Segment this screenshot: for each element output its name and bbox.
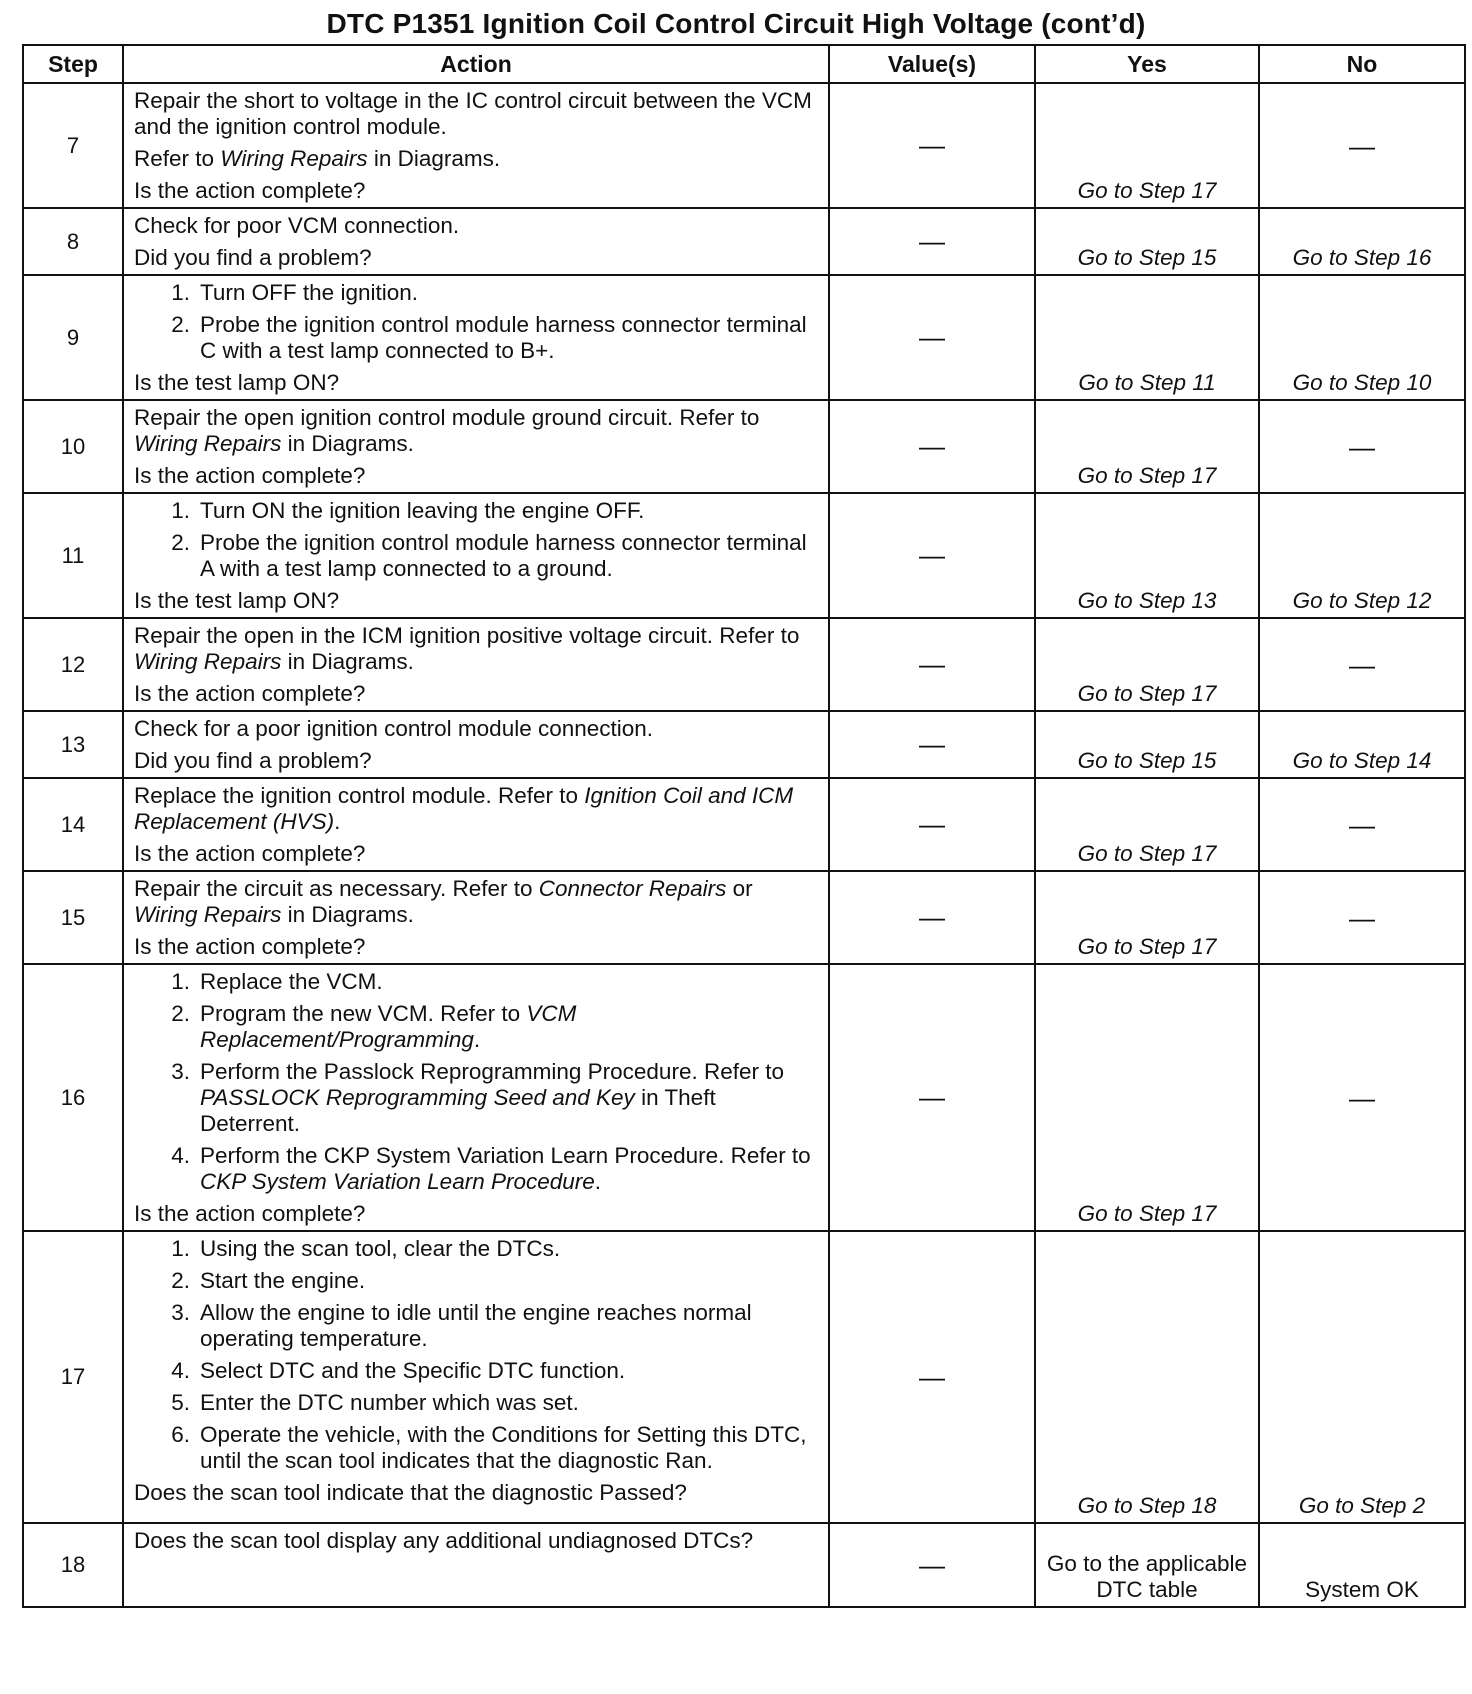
- list-item-number: 2.: [171, 530, 190, 555]
- action-question: Is the action complete?: [134, 934, 366, 959]
- action-text-segment: Perform the CKP System Variation Learn Procedure. Refer to: [200, 1143, 811, 1168]
- table-row: [23, 1231, 1465, 1523]
- action-text-segment: Perform the Passlock Reprogramming Procedure. Refer to: [200, 1059, 784, 1084]
- action-cell: [123, 83, 829, 208]
- yes-result-text: Go to the applicable DTC table: [1046, 1551, 1248, 1602]
- action-text-segment: Probe the ignition control module harness connector terminal A with a test lamp connected to a ground.: [200, 530, 807, 581]
- yes-result: [1035, 275, 1259, 400]
- table-row: [23, 778, 1465, 871]
- list-item-number: 1.: [171, 969, 190, 994]
- action-text-segment: Operate the vehicle, with the Conditions for Setting this DTC, until the scan tool indicates that the diagnostic Ran.: [200, 1422, 807, 1473]
- goto-step-yes: Go to Step 17: [1077, 681, 1217, 706]
- yes-result: [1035, 871, 1259, 964]
- list-item-number: 1.: [171, 280, 190, 305]
- header-no: No: [1259, 45, 1465, 83]
- reference-link-text: Connector Repairs: [538, 876, 727, 901]
- list-item-number: 4.: [171, 1143, 190, 1168]
- table-row: [23, 1523, 1465, 1607]
- list-item: [134, 1059, 820, 1137]
- value-cell: —: [829, 208, 1035, 275]
- action-paragraph: [134, 783, 820, 835]
- list-item-text: [200, 1422, 820, 1474]
- action-paragraph: [134, 213, 820, 239]
- goto-step-yes: Go to Step 17: [1077, 463, 1217, 488]
- step-number: 7: [23, 83, 123, 208]
- action-paragraph: [134, 623, 820, 675]
- action-question: Does the scan tool indicate that the diagnostic Passed?: [134, 1480, 687, 1505]
- yes-result: [1035, 711, 1259, 778]
- action-text-segment: .: [473, 1027, 481, 1052]
- goto-step-yes: Go to Step 15: [1077, 245, 1217, 270]
- action-paragraph: [134, 88, 820, 140]
- list-item-number: 6.: [171, 1422, 190, 1447]
- table-row: [23, 83, 1465, 208]
- list-item: [134, 1143, 820, 1195]
- list-item-text: [200, 1059, 820, 1137]
- list-item: [134, 1001, 820, 1053]
- action-cell: [123, 711, 829, 778]
- list-item: [134, 1268, 820, 1294]
- step-number: 10: [23, 400, 123, 493]
- goto-step-yes: Go to Step 17: [1077, 178, 1217, 203]
- action-text-segment: Does the scan tool display any additional undiagnosed DTCs?: [134, 1528, 754, 1553]
- action-text-segment: in Diagrams.: [281, 649, 414, 674]
- value-cell: —: [829, 493, 1035, 618]
- action-text-segment: Turn ON the ignition leaving the engine OFF.: [200, 498, 645, 523]
- list-item-text: [200, 312, 820, 364]
- no-result: —: [1259, 871, 1465, 964]
- action-cell: [123, 871, 829, 964]
- list-item-number: 2.: [171, 312, 190, 337]
- page-title: DTC P1351 Ignition Coil Control Circuit High Voltage (cont’d): [326, 8, 1146, 39]
- list-item-text: [200, 1358, 820, 1384]
- reference-link-text: Wiring Repairs: [134, 431, 282, 456]
- action-cell: [123, 1523, 829, 1607]
- action-steps-list: [134, 280, 820, 364]
- no-result: [1259, 208, 1465, 275]
- action-question: Did you find a problem?: [134, 245, 372, 270]
- yes-result: [1035, 618, 1259, 711]
- action-question: Is the action complete?: [134, 841, 366, 866]
- list-item-text: [200, 1300, 820, 1352]
- action-cell: [123, 208, 829, 275]
- action-text-segment: Turn OFF the ignition.: [200, 280, 419, 305]
- action-question: Is the test lamp ON?: [134, 370, 340, 395]
- action-text-segment: in Diagrams.: [367, 146, 501, 171]
- action-text-segment: Check for a poor ignition control module connection.: [134, 716, 654, 741]
- action-cell: [123, 493, 829, 618]
- list-item: [134, 312, 820, 364]
- list-item-number: 5.: [171, 1390, 190, 1415]
- reference-link-text: PASSLOCK Reprogramming Seed and Key: [200, 1085, 635, 1110]
- no-result-text: System OK: [1305, 1577, 1419, 1602]
- value-cell: —: [829, 871, 1035, 964]
- list-item: [134, 1422, 820, 1474]
- list-item-text: [200, 498, 820, 524]
- list-item-number: 1.: [171, 498, 190, 523]
- action-text-segment: Repair the circuit as necessary. Refer to: [134, 876, 539, 901]
- step-number: 11: [23, 493, 123, 618]
- action-text-segment: Check for poor VCM connection.: [134, 213, 460, 238]
- value-cell: —: [829, 400, 1035, 493]
- no-result: —: [1259, 964, 1465, 1231]
- value-cell: —: [829, 1523, 1035, 1607]
- list-item-number: 3.: [171, 1059, 190, 1084]
- goto-step-yes: Go to Step 17: [1077, 1201, 1217, 1226]
- list-item: [134, 1390, 820, 1416]
- table-row: [23, 964, 1465, 1231]
- header-action: Action: [123, 45, 829, 83]
- action-text-segment: Enter the DTC number which was set.: [200, 1390, 579, 1415]
- action-text-segment: or: [726, 876, 753, 901]
- action-text-segment: in Diagrams.: [281, 902, 414, 927]
- goto-step-yes: Go to Step 15: [1077, 748, 1217, 773]
- action-text-segment: Probe the ignition control module harness connector terminal C with a test lamp connected to B+.: [200, 312, 807, 363]
- table-header-row: [23, 45, 1465, 83]
- value-cell: —: [829, 83, 1035, 208]
- list-item: [134, 280, 820, 306]
- action-cell: [123, 1231, 829, 1523]
- no-result: —: [1259, 778, 1465, 871]
- action-text-segment: Replace the ignition control module. Refer to: [134, 783, 585, 808]
- no-result: —: [1259, 83, 1465, 208]
- diagnostic-table: [22, 44, 1466, 1608]
- no-result: —: [1259, 400, 1465, 493]
- step-number: 14: [23, 778, 123, 871]
- no-result: [1259, 711, 1465, 778]
- action-paragraph: [134, 146, 820, 172]
- action-text-segment: Start the engine.: [200, 1268, 366, 1293]
- value-cell: —: [829, 275, 1035, 400]
- no-result: [1259, 275, 1465, 400]
- header-values: Value(s): [829, 45, 1035, 83]
- goto-step-yes: Go to Step 11: [1078, 370, 1216, 395]
- action-text-segment: in Theft Deterrent.: [200, 1085, 716, 1136]
- list-item-text: [200, 969, 820, 995]
- list-item: [134, 1358, 820, 1384]
- step-number: 17: [23, 1231, 123, 1523]
- list-item-text: [200, 1390, 820, 1416]
- action-text-segment: Repair the open in the ICM ignition positive voltage circuit. Refer to: [134, 623, 800, 648]
- step-number: 12: [23, 618, 123, 711]
- goto-step-yes: Go to Step 18: [1077, 1493, 1217, 1518]
- goto-step-yes: Go to Step 17: [1077, 841, 1217, 866]
- action-text-segment: Select DTC and the Specific DTC function.: [200, 1358, 626, 1383]
- table-row: [23, 208, 1465, 275]
- list-item-number: 3.: [171, 1300, 190, 1325]
- list-item: [134, 1300, 820, 1352]
- action-paragraph: [134, 716, 820, 742]
- action-cell: [123, 964, 829, 1231]
- action-cell: [123, 778, 829, 871]
- list-item: [134, 1236, 820, 1262]
- step-number: 13: [23, 711, 123, 778]
- action-cell: [123, 275, 829, 400]
- yes-result: [1035, 1231, 1259, 1523]
- goto-step-yes: Go to Step 13: [1077, 588, 1217, 613]
- yes-result: [1035, 208, 1259, 275]
- no-result: [1259, 493, 1465, 618]
- value-cell: —: [829, 711, 1035, 778]
- list-item-text: [200, 280, 820, 306]
- action-text-segment: .: [334, 809, 341, 834]
- list-item: [134, 969, 820, 995]
- reference-link-text: VCM Replacement/Programming: [200, 1001, 577, 1052]
- table-row: [23, 275, 1465, 400]
- header-yes: Yes: [1035, 45, 1259, 83]
- table-body: [23, 83, 1465, 1607]
- action-text-segment: Allow the engine to idle until the engine reaches normal operating temperature.: [200, 1300, 752, 1351]
- reference-link-text: CKP System Variation Learn Procedure: [200, 1169, 595, 1194]
- goto-step-no: Go to Step 14: [1292, 748, 1432, 773]
- value-cell: —: [829, 618, 1035, 711]
- step-number: 16: [23, 964, 123, 1231]
- reference-link-text: Wiring Repairs: [134, 902, 282, 927]
- action-paragraph: [134, 1528, 820, 1554]
- yes-result: [1035, 83, 1259, 208]
- list-item-number: 1.: [171, 1236, 190, 1261]
- yes-result: [1035, 1523, 1259, 1607]
- action-question: Is the test lamp ON?: [134, 588, 340, 613]
- value-cell: —: [829, 778, 1035, 871]
- yes-result: [1035, 964, 1259, 1231]
- table-row: [23, 711, 1465, 778]
- action-text-segment: Using the scan tool, clear the DTCs.: [200, 1236, 561, 1261]
- no-result: [1259, 1231, 1465, 1523]
- no-result: [1259, 1523, 1465, 1607]
- step-number: 9: [23, 275, 123, 400]
- list-item-text: [200, 530, 820, 582]
- reference-link-text: Wiring Repairs: [134, 649, 282, 674]
- yes-result: [1035, 778, 1259, 871]
- table-row: [23, 400, 1465, 493]
- yes-result: [1035, 400, 1259, 493]
- action-question: Is the action complete?: [134, 178, 366, 203]
- goto-step-no: Go to Step 16: [1292, 245, 1432, 270]
- action-cell: [123, 400, 829, 493]
- step-number: 18: [23, 1523, 123, 1607]
- list-item-text: [200, 1268, 820, 1294]
- reference-link-text: Wiring Repairs: [220, 146, 368, 171]
- action-text-segment: .: [594, 1169, 602, 1194]
- action-question: Is the action complete?: [134, 1201, 366, 1226]
- action-text-segment: Replace the VCM.: [200, 969, 383, 994]
- action-cell: [123, 618, 829, 711]
- reference-link-text: Ignition Coil and ICM Replacement (HVS): [134, 783, 794, 834]
- goto-step-no: Go to Step 10: [1292, 370, 1432, 395]
- list-item: [134, 530, 820, 582]
- action-text-segment: Repair the short to voltage in the IC control circuit between the VCM and the ignition control module.: [134, 88, 812, 139]
- goto-step-yes: Go to Step 17: [1077, 934, 1217, 959]
- list-item-text: [200, 1143, 820, 1195]
- action-text-segment: in Diagrams.: [281, 431, 414, 456]
- action-question: Did you find a problem?: [134, 748, 372, 773]
- value-cell: —: [829, 964, 1035, 1231]
- action-text-segment: Repair the open ignition control module ground circuit. Refer to: [134, 405, 760, 430]
- value-cell: —: [829, 1231, 1035, 1523]
- step-number: 8: [23, 208, 123, 275]
- action-steps-list: [134, 969, 820, 1195]
- action-steps-list: [134, 498, 820, 582]
- yes-result: [1035, 493, 1259, 618]
- table-row: [23, 493, 1465, 618]
- list-item-text: [200, 1236, 820, 1262]
- list-item-number: 2.: [171, 1268, 190, 1293]
- action-text-segment: Program the new VCM. Refer to: [200, 1001, 527, 1026]
- no-result: —: [1259, 618, 1465, 711]
- list-item-text: [200, 1001, 820, 1053]
- goto-step-no: Go to Step 2: [1298, 1493, 1426, 1518]
- list-item-number: 2.: [171, 1001, 190, 1026]
- goto-step-no: Go to Step 12: [1292, 588, 1432, 613]
- action-text-segment: Refer to: [134, 146, 221, 171]
- table-row: [23, 871, 1465, 964]
- header-step: Step: [23, 45, 123, 83]
- step-number: 15: [23, 871, 123, 964]
- action-paragraph: [134, 876, 820, 928]
- action-question: Is the action complete?: [134, 681, 366, 706]
- action-steps-list: [134, 1236, 820, 1474]
- list-item-number: 4.: [171, 1358, 190, 1383]
- table-row: [23, 618, 1465, 711]
- action-question: Is the action complete?: [134, 463, 366, 488]
- action-paragraph: [134, 405, 820, 457]
- list-item: [134, 498, 820, 524]
